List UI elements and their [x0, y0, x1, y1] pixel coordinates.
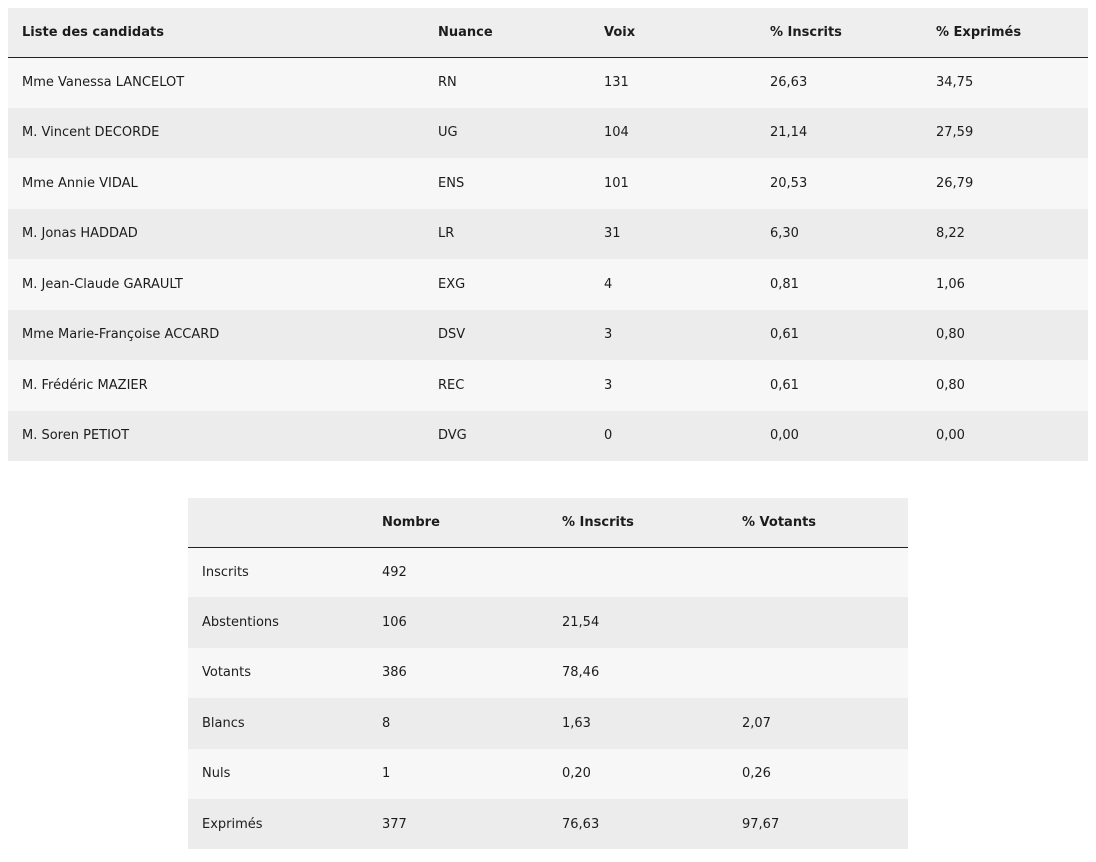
candidate-nuance: DSV: [424, 310, 590, 361]
column-header-pct-registered: % Inscrits: [548, 498, 728, 547]
table-row: [8, 310, 1088, 361]
candidate-pct-cast: 27,59: [922, 108, 1088, 159]
table-row: [8, 209, 1088, 260]
table-row: [8, 108, 1088, 159]
summary-pct-registered: 21,54: [548, 597, 728, 647]
candidate-nuance: DVG: [424, 411, 590, 462]
candidate-nuance: UG: [424, 108, 590, 159]
column-header-pct-voters: % Votants: [728, 498, 908, 547]
table-row: [8, 411, 1088, 462]
table-row: [188, 648, 908, 698]
candidate-nuance: LR: [424, 209, 590, 260]
candidate-nuance: RN: [424, 57, 590, 108]
candidate-votes: 31: [590, 209, 756, 260]
summary-label: Abstentions: [188, 597, 368, 647]
candidate-votes: 3: [590, 360, 756, 411]
summary-pct-voters: [728, 597, 908, 647]
column-header-nuance: Nuance: [424, 8, 590, 57]
column-header-candidates: Liste des candidats: [8, 8, 424, 57]
candidate-pct-registered: 20,53: [756, 158, 922, 209]
summary-count: 106: [368, 597, 548, 647]
summary-count: 377: [368, 799, 548, 849]
column-header-label: [188, 498, 368, 547]
table-row: [8, 360, 1088, 411]
candidate-votes: 3: [590, 310, 756, 361]
summary-pct-voters: 0,26: [728, 749, 908, 799]
table-header-row: [188, 498, 908, 547]
candidate-name: M. Frédéric MAZIER: [8, 360, 424, 411]
table-row: [8, 158, 1088, 209]
candidate-votes: 131: [590, 57, 756, 108]
candidate-pct-registered: 0,00: [756, 411, 922, 462]
summary-label: Inscrits: [188, 547, 368, 597]
candidate-pct-cast: 26,79: [922, 158, 1088, 209]
candidate-pct-cast: 0,00: [922, 411, 1088, 462]
summary-count: 386: [368, 648, 548, 698]
summary-pct-voters: 2,07: [728, 698, 908, 748]
table-row: [188, 597, 908, 647]
summary-pct-registered: 0,20: [548, 749, 728, 799]
summary-pct-voters: 97,67: [728, 799, 908, 849]
column-header-pct-registered: % Inscrits: [756, 8, 922, 57]
candidate-pct-registered: 26,63: [756, 57, 922, 108]
candidate-pct-cast: 0,80: [922, 360, 1088, 411]
candidate-pct-cast: 0,80: [922, 310, 1088, 361]
candidate-votes: 104: [590, 108, 756, 159]
candidate-name: M. Jonas HADDAD: [8, 209, 424, 260]
summary-count: 8: [368, 698, 548, 748]
candidate-name: Mme Marie-Françoise ACCARD: [8, 310, 424, 361]
table-header-row: [8, 8, 1088, 57]
table-row: [188, 547, 908, 597]
candidate-nuance: ENS: [424, 158, 590, 209]
candidate-pct-registered: 0,61: [756, 360, 922, 411]
table-row: [8, 259, 1088, 310]
summary-label: Exprimés: [188, 799, 368, 849]
summary-label: Nuls: [188, 749, 368, 799]
table-row: [188, 698, 908, 748]
turnout-summary-table: [188, 498, 908, 849]
summary-count: 492: [368, 547, 548, 597]
candidate-pct-cast: 34,75: [922, 57, 1088, 108]
candidate-votes: 4: [590, 259, 756, 310]
candidate-nuance: REC: [424, 360, 590, 411]
candidate-pct-registered: 21,14: [756, 108, 922, 159]
summary-pct-registered: 78,46: [548, 648, 728, 698]
candidate-name: Mme Annie VIDAL: [8, 158, 424, 209]
table-row: [188, 799, 908, 849]
candidate-pct-registered: 0,81: [756, 259, 922, 310]
summary-pct-registered: [548, 547, 728, 597]
table-row: [8, 57, 1088, 108]
summary-pct-voters: [728, 648, 908, 698]
candidate-votes: 101: [590, 158, 756, 209]
candidate-name: M. Vincent DECORDE: [8, 108, 424, 159]
summary-pct-registered: 1,63: [548, 698, 728, 748]
candidate-pct-registered: 6,30: [756, 209, 922, 260]
candidate-pct-cast: 8,22: [922, 209, 1088, 260]
column-header-count: Nombre: [368, 498, 548, 547]
candidate-name: Mme Vanessa LANCELOT: [8, 57, 424, 108]
candidates-results-table: [8, 8, 1088, 461]
summary-count: 1: [368, 749, 548, 799]
summary-pct-voters: [728, 547, 908, 597]
candidate-pct-cast: 1,06: [922, 259, 1088, 310]
candidate-votes: 0: [590, 411, 756, 462]
candidate-pct-registered: 0,61: [756, 310, 922, 361]
summary-label: Blancs: [188, 698, 368, 748]
column-header-pct-cast: % Exprimés: [922, 8, 1088, 57]
summary-label: Votants: [188, 648, 368, 698]
summary-pct-registered: 76,63: [548, 799, 728, 849]
candidate-nuance: EXG: [424, 259, 590, 310]
table-row: [188, 749, 908, 799]
candidate-name: M. Soren PETIOT: [8, 411, 424, 462]
column-header-votes: Voix: [590, 8, 756, 57]
candidate-name: M. Jean-Claude GARAULT: [8, 259, 424, 310]
